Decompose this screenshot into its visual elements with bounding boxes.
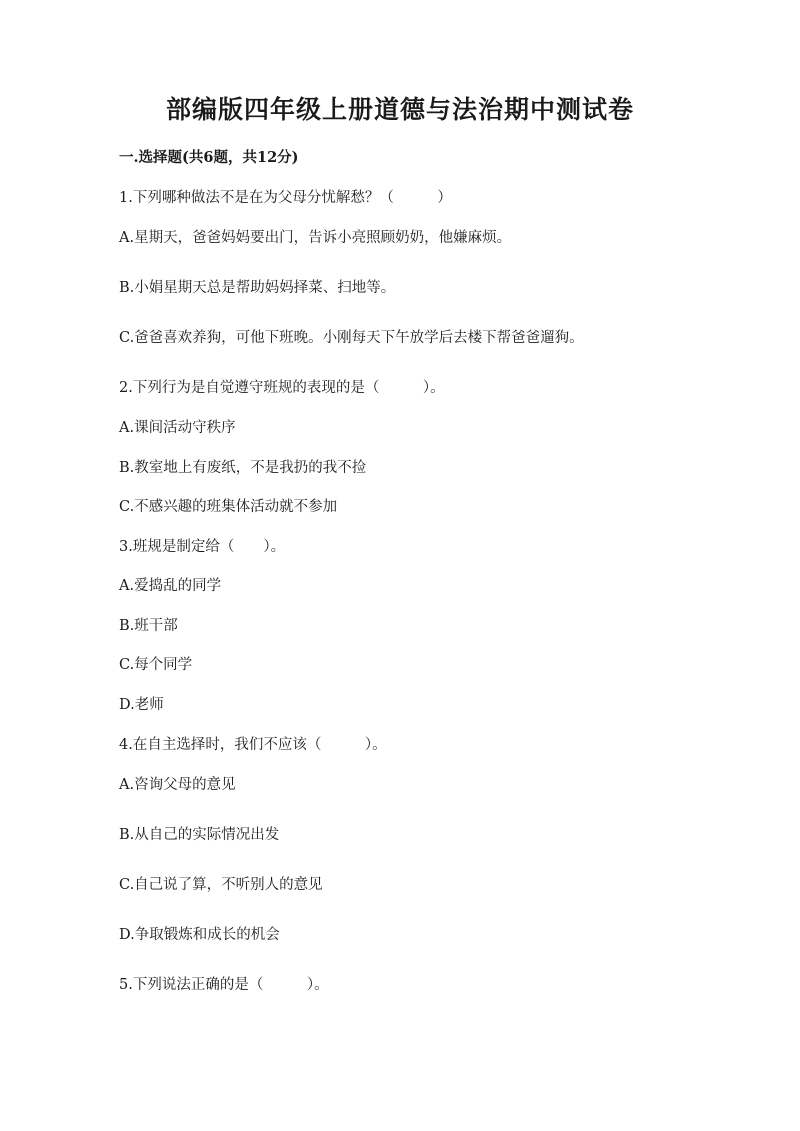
question-1-option-b: B.小娟星期天总是帮助妈妈择菜、扫地等。 (119, 280, 396, 296)
question-4-option-c: C.自己说了算，不听别人的意见 (119, 877, 323, 893)
question-1-option-a: A.星期天，爸爸妈妈要出门，告诉小亮照顾奶奶，他嫌麻烦。 (119, 230, 512, 246)
question-3-option-a: A.爱捣乱的同学 (119, 578, 222, 594)
question-3-stem: 3.班规是制定给（ ）。 (119, 539, 286, 555)
section-heading: 一.选择题(共6题，共12分) (119, 149, 299, 166)
question-4-option-b: B.从自己的实际情况出发 (119, 827, 280, 843)
question-1-option-c: C.爸爸喜欢养狗，可他下班晚。小刚每天下午放学后去楼下帮爸爸遛狗。 (119, 330, 584, 346)
question-5-stem: 5.下列说法正确的是（ ）。 (119, 977, 329, 993)
question-2-option-b: B.教室地上有废纸，不是我扔的我不捡 (119, 460, 367, 476)
exam-title: 部编版四年级上册道德与法治期中测试卷 (165, 95, 634, 124)
question-3-option-d: D.老师 (119, 697, 164, 713)
question-2-option-a: A.课间活动守秩序 (119, 420, 236, 436)
question-2-option-c: C.不感兴趣的班集体活动就不参加 (119, 499, 338, 515)
question-4-stem: 4.在自主选择时，我们不应该（ ）。 (119, 737, 387, 753)
question-3-option-b: B.班干部 (119, 618, 178, 634)
question-2-stem: 2.下列行为是自觉遵守班规的表现的是（ ）。 (119, 380, 445, 396)
question-3-option-c: C.每个同学 (119, 657, 193, 673)
question-1-stem: 1.下列哪种做法不是在为父母分忧解愁？（ ） (119, 190, 452, 206)
question-4-option-a: A.咨询父母的意见 (119, 777, 236, 793)
question-4-option-d: D.争取锻炼和成长的机会 (119, 927, 280, 943)
